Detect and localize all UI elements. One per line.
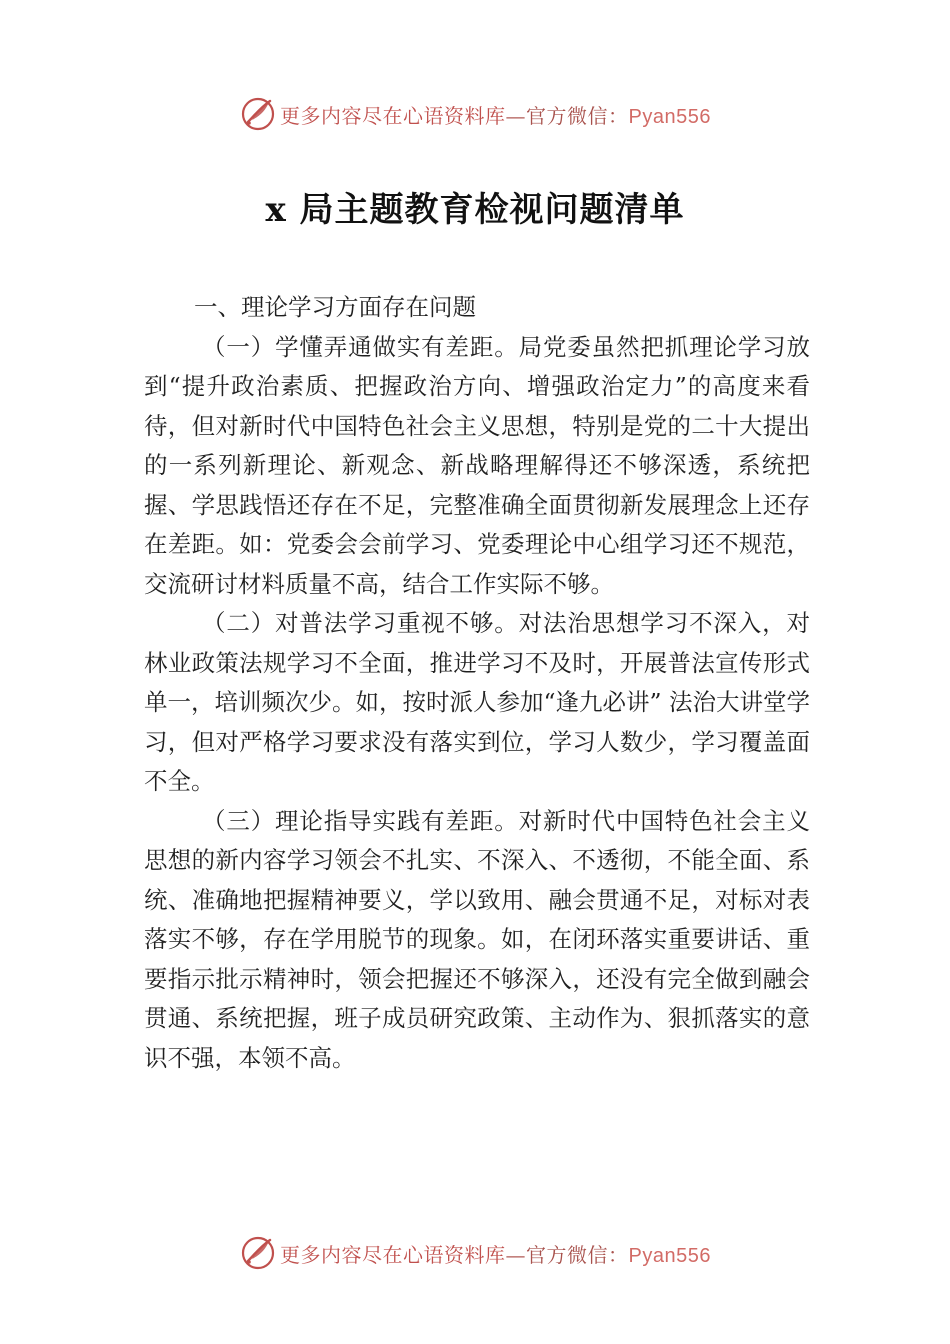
footer-banner (0, 1231, 950, 1275)
banner-wechat-id: Pyan556 (628, 105, 711, 128)
document-body (144, 288, 810, 1078)
banner-wechat-label: 官方微信： (526, 103, 629, 128)
header-banner-inner (240, 92, 711, 136)
header-banner (0, 92, 950, 136)
paragraph-3: （三）理论指导实践有差距。对新时代中国特色社会主义思想的新内容学习领会不扎实、不深入、不透彻，不能全面、系统、准确地把握精神要义，学以致用、融会贯通不足，对标对表落实不够，存在学用脱节的现象。如，在闭环落实重要讲话、重要指示批示精神时，领会把握还不够深入，还没有完全做到融会贯通、系统把握，班子成员研究政策、主动作为、狠抓落实的意识不强，本领不高。 (144, 806, 810, 1072)
banner-wechat-id: Pyan556 (628, 1244, 711, 1267)
document-title: x 局主题教育检视问题清单 (265, 190, 685, 230)
section-heading: 一、理论学习方面存在问题 (194, 293, 476, 321)
quill-logo-icon (240, 96, 276, 132)
banner-text (280, 1239, 711, 1268)
banner-separator: — (505, 103, 526, 128)
banner-wechat-label: 官方微信： (526, 1242, 629, 1267)
paragraph-2: （二）对普法学习重视不够。对法治思想学习不深入，对林业政策法规学习不全面，推进学习不及时，开展普法宣传形式单一，培训频次少。如，按时派人参加“逢九必讲” 法治大讲堂学习，但对严格学习要求没有落实到位，学习人数少，学习覆盖面不全。 (144, 609, 810, 795)
banner-separator: — (505, 1242, 526, 1267)
banner-text (280, 100, 711, 129)
paragraph-1: （一）学懂弄通做实有差距。局党委虽然把抓理论学习放到“提升政治素质、把握政治方向、增强政治定力”的高度来看待，但对新时代中国特色社会主义思想，特别是党的二十大提出的一系列新理论、新观念、新战略理解得还不够深透，系统把握、学思践悟还存在不足，完整准确全面贯彻新发展理念上还存在差距。如：党委会会前学习、党委理论中心组学习还不规范，交流研讨材料质量不高，结合工作实际不够。 (144, 332, 810, 598)
footer-banner-inner (240, 1231, 711, 1275)
banner-site-name: 更多内容尽在心语资料库 (280, 103, 506, 128)
quill-logo-icon (240, 1235, 276, 1271)
banner-site-name: 更多内容尽在心语资料库 (280, 1242, 506, 1267)
